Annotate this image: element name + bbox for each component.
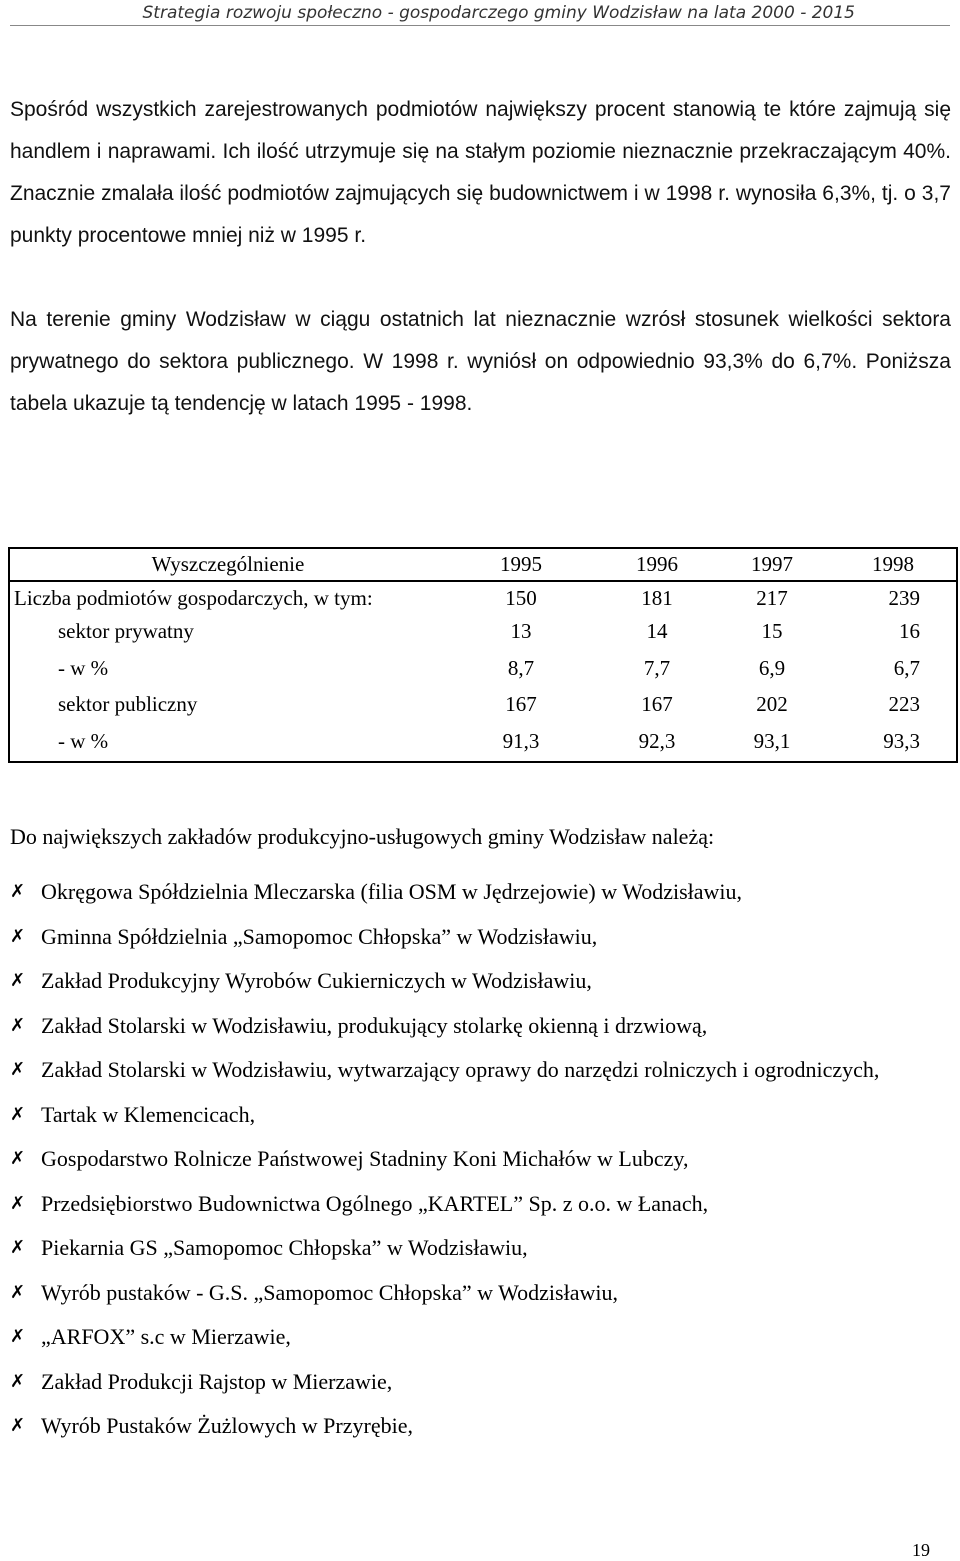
list-item (0, 959, 952, 1004)
list-item (0, 1093, 952, 1138)
header-cell-1998: 1998 (826, 548, 957, 581)
row-label: - w % (58, 655, 109, 680)
cross-mark-icon: ✗ (10, 881, 26, 902)
list-item-text: Piekarnia GS „Samopomoc Chłopska” w Wodzisławiu, (41, 1235, 528, 1260)
cross-mark-icon: ✗ (10, 1326, 26, 1347)
list-item (0, 915, 952, 960)
paragraph-sectors: Spośród wszystkich zarejestrowanych podmiotów największy procent stanowią te które zajmują się handlem i naprawami. Ich ilość utrzymuje się na stałym poziomie nieznacznie przekraczającym 40%. Znacznie zmalała ilość podmiotów zajmujących się budownictwem i w 1998 r. wynosiła 6,3%, tj. o 3,7 punkty procentowe mniej niż w 1995 r. (10, 98, 951, 247)
list-item (0, 1182, 952, 1227)
list-item (0, 1271, 952, 1316)
list-item-text: Zakład Produkcyjny Wyrobów Cukierniczych w Wodzisławiu, (41, 968, 592, 993)
table-row (9, 648, 957, 688)
row-label: sektor publiczny (58, 692, 198, 716)
cell-value: 93,1 (753, 728, 791, 753)
cross-mark-icon: ✗ (10, 1370, 26, 1392)
cell-value: 217 (756, 586, 788, 610)
cross-mark-icon: ✗ (10, 1148, 26, 1169)
enterprises-table (8, 547, 958, 763)
table-header-row (9, 548, 957, 581)
list-item-text: Zakład Stolarski w Wodzisławiu, produkujący stolarkę okienną i drzwiową, (41, 1012, 708, 1038)
cell-value: 16 (899, 619, 920, 643)
cell-value: 167 (641, 692, 673, 716)
list-item (0, 1360, 952, 1405)
cell-value: 7,7 (643, 655, 671, 680)
list-item (0, 1004, 952, 1049)
cell-value: 167 (505, 692, 537, 716)
list-item-text: Tartak w Klemencicach, (41, 1101, 256, 1127)
cell-value: 14 (646, 619, 668, 643)
row-label: Liczba podmiotów gospodarczych, w tym: (14, 586, 373, 610)
table-row (9, 688, 957, 721)
row-label: sektor prywatny (58, 619, 194, 643)
cell-value: 6,7 (893, 655, 920, 680)
cross-mark-icon: ✗ (10, 925, 26, 947)
paragraph-private-public: Na terenie gminy Wodzisław w ciągu ostatnich lat nieznacznie wzrósł stosunek wielkości sektora prywatnego do sektora publicznego. W 1998 r. wyniósł on odpowiednio 93,3% do 6,7%. Poniższa tabela ukazuje tą tendencję w latach 1995 - 1998. (10, 308, 951, 415)
list-item-text: „ARFOX” s.c w Mierzawie, (41, 1324, 291, 1349)
cell-value: 181 (641, 586, 673, 610)
header-cell-1996: 1996 (596, 548, 718, 581)
cross-mark-icon: ✗ (10, 1059, 26, 1080)
table-row (9, 615, 957, 648)
header-cell-1995: 1995 (446, 548, 596, 581)
list-item (0, 1048, 952, 1093)
list-item (0, 1404, 952, 1449)
table-row (9, 721, 957, 762)
list-item-text: Gospodarstwo Rolnicze Państwowej Stadniny Koni Michałów w Lubczy, (41, 1146, 689, 1171)
cell-value: 92,3 (638, 728, 676, 753)
table-row (9, 581, 957, 615)
list-item-text: Gminna Spółdzielnia „Samopomoc Chłopska” w Wodzisławiu, (41, 923, 598, 949)
list-item-text: Zakład Produkcji Rajstop w Mierzawie, (41, 1368, 393, 1394)
list-item-text: Przedsiębiorstwo Budownictwa Ogólnego „KARTEL” Sp. z o.o. w Łanach, (41, 1190, 709, 1216)
cell-value: 202 (756, 692, 788, 716)
cell-value: 150 (505, 586, 537, 610)
cross-mark-icon: ✗ (10, 1415, 26, 1436)
cell-value: 8,7 (507, 655, 535, 680)
cross-mark-icon: ✗ (10, 1192, 26, 1214)
header-title: Strategia rozwoju społeczno - gospodarczego gminy Wodzisław na lata 2000 - 2015 (142, 3, 855, 23)
row-label: - w % (58, 728, 109, 753)
header-cell-label: Wyszczególnienie (9, 548, 446, 581)
cross-mark-icon: ✗ (10, 1237, 26, 1258)
list-intro: Do największych zakładów produkcyjno-usługowych gminy Wodzisław należą: (10, 824, 715, 849)
list-item (0, 1137, 952, 1182)
cross-mark-icon: ✗ (10, 1103, 26, 1125)
cross-mark-icon: ✗ (10, 1014, 26, 1036)
cell-value: 223 (888, 692, 920, 716)
list-item-text: Wyrób Pustaków Żużlowych w Przyrębie, (41, 1413, 413, 1438)
cell-value: 15 (761, 619, 783, 643)
page-header (0, 0, 960, 30)
list-item (0, 1226, 952, 1271)
list-item-text: Okręgowa Spółdzielnia Mleczarska (filia OSM w Jędrzejowie) w Wodzisławiu, (41, 879, 743, 904)
cell-value: 239 (888, 586, 920, 610)
cell-value: 6,9 (758, 655, 786, 680)
list-item (0, 870, 952, 915)
cross-mark-icon: ✗ (10, 1281, 26, 1303)
enterprises-list (0, 870, 952, 1449)
header-cell-1997: 1997 (718, 548, 826, 581)
list-item (0, 1315, 952, 1360)
header-rule (10, 25, 950, 26)
list-item-text: Wyrób pustaków - G.S. „Samopomoc Chłopska” w Wodzisławiu, (41, 1279, 618, 1305)
cell-value: 13 (510, 619, 532, 643)
cell-value: 91,3 (502, 728, 540, 753)
cell-value: 93,3 (883, 728, 920, 753)
cross-mark-icon: ✗ (10, 970, 26, 991)
page-number: 19 (912, 1540, 930, 1560)
list-item-text: Zakład Stolarski w Wodzisławiu, wytwarzający oprawy do narzędzi rolniczych i ogrodniczych, (41, 1057, 880, 1082)
